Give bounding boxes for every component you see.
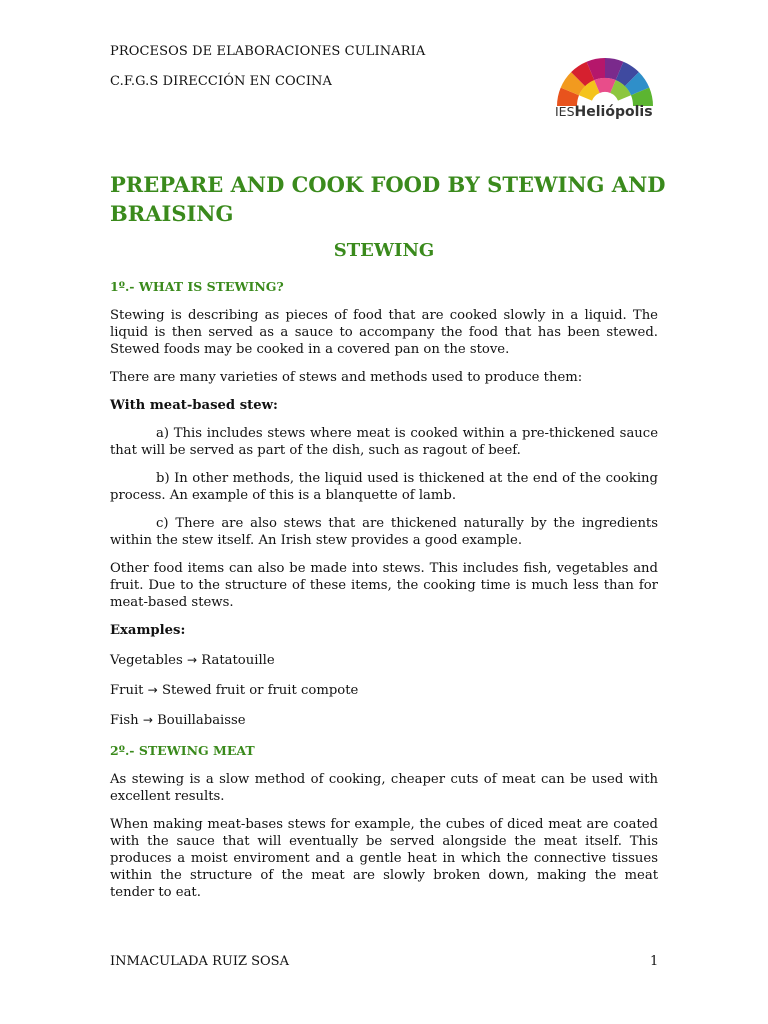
item-b: b) In other methods, the liquid used is thickened at the end of the cooking process. An example of this is a blanquette of lamb. [110, 471, 658, 503]
meat-stew-heading: With meat-based stew: [110, 398, 278, 413]
item-c: c) There are also stews that are thickened naturally by the ingredients within the stew itself. An Irish stew provides a good example. [110, 516, 658, 548]
item-a: a) This includes stews where meat is cooked within a pre-thickened sauce that will be served as part of the dish, such as ragout of beef. [110, 426, 658, 458]
section-title: STEWING [333, 240, 435, 261]
paragraph: There are many varieties of stews and methods used to produce them: [110, 370, 583, 385]
logo-prefix: IES [555, 104, 575, 119]
page-title: PREPARE AND COOK FOOD BY STEWING AND BRAISING [110, 172, 666, 226]
example-left: Fish [110, 713, 139, 728]
example-left: Vegetables [110, 653, 183, 668]
example-item [110, 682, 658, 699]
paragraph: As stewing is a slow method of cooking, cheaper cuts of meat can be used with excellent results. [110, 772, 658, 804]
section-1-heading: 1º.- WHAT IS STEWING? [110, 279, 284, 294]
example-right: Bouillabaisse [157, 713, 246, 728]
logo-name: Heliópolis [574, 104, 653, 120]
arrow-icon: → [142, 713, 153, 727]
page-number: 1 [650, 954, 659, 969]
arrow-icon: → [147, 683, 158, 697]
example-right: Ratatouille [201, 653, 275, 668]
header-line-2: C.F.G.S DIRECCIÓN EN COCINA [110, 74, 333, 89]
paragraph: Stewing is describing as pieces of food that are cooked slowly in a liquid. The liquid is then served as a sauce to accompany the food that has been stewed. Stewed foods may be cooked in a covered pan on the stove. [110, 308, 658, 357]
arrow-icon: → [186, 653, 198, 667]
example-item [110, 712, 658, 729]
logo-wordmark [555, 104, 653, 120]
example-left: Fruit [110, 683, 144, 698]
examples-heading: Examples: [110, 623, 186, 638]
header-line-1: PROCESOS DE ELABORACIONES CULINARIA [110, 44, 426, 59]
footer-author: INMACULADA RUIZ SOSA [110, 954, 289, 969]
body-content [110, 278, 658, 912]
section-2-heading: 2º.- STEWING MEAT [110, 743, 255, 758]
example-item [110, 652, 658, 669]
paragraph: Other food items can also be made into stews. This includes fish, vegetables and fruit. Due to the structure of these items, the cooking time is much less than for meat-based stews. [110, 561, 658, 610]
example-right: Stewed fruit or fruit compote [161, 683, 359, 698]
paragraph: When making meat-bases stews for example, the cubes of diced meat are coated with the sauce that will eventually be served alongside the meat itself. This produces a moist enviroment and a gentle heat in which the connective tissues within the structure of the meat are slowly broken down, making the meat tender to eat. [110, 817, 658, 900]
